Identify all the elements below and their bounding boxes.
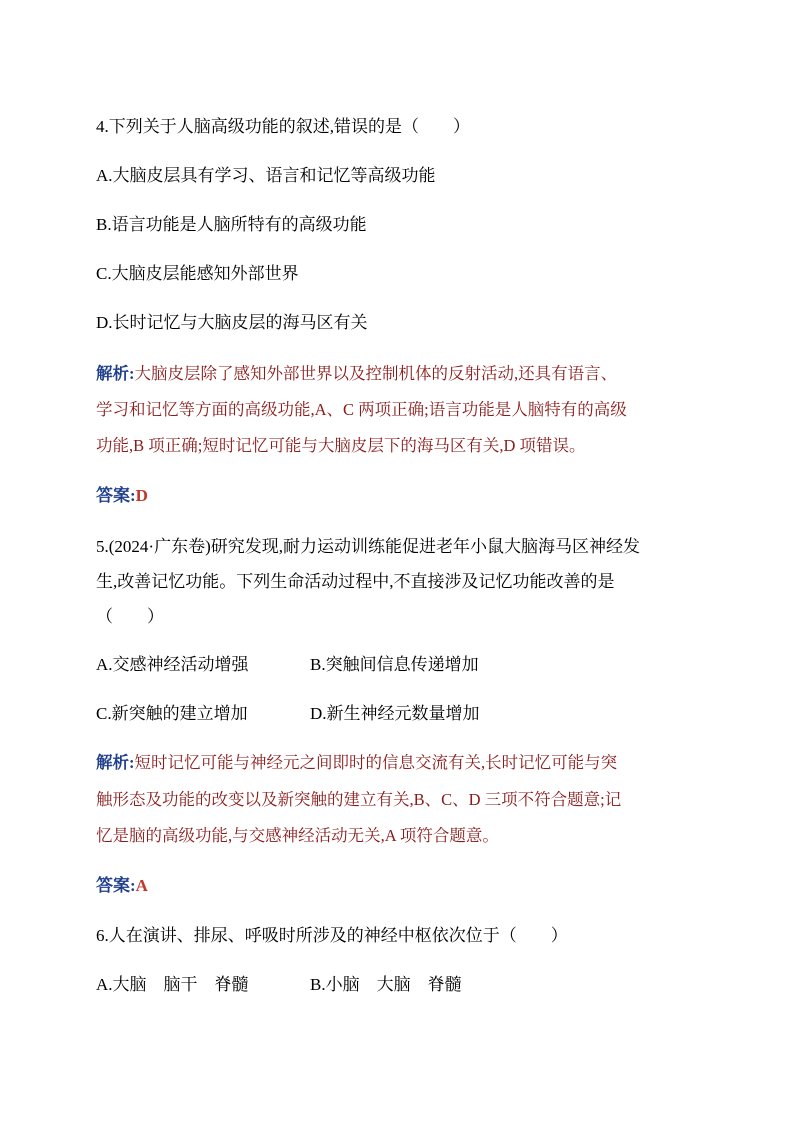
q5-answer-label: 答案: [96,876,136,895]
q5-analysis-line-2: 触形态及功能的改变以及新突触的建立有关,B、C、D 三项不符合题意;记 [96,790,622,809]
q5-option-a: A.交感神经活动增强 [96,655,249,674]
question-5-stem-line-2: 生,改善记忆功能。下列生命活动过程中,不直接涉及记忆功能改善的是 [96,572,615,591]
q4-answer-value: D [135,486,148,505]
q5-option-d: D.新生神经元数量增加 [310,704,480,723]
q4-analysis-label: 解析: [96,364,135,383]
q5-option-b: B.突触间信息传递增加 [310,655,479,674]
q4-option-c: C.大脑皮层能感知外部世界 [96,264,299,283]
q5-answer-value: A [135,876,148,895]
question-5-stem-line-1: 5.(2024·广东卷)研究发现,耐力运动训练能促进老年小鼠大脑海马区神经发 [96,537,640,556]
q5-analysis-label: 解析: [96,753,135,772]
q4-analysis-text-1: 大脑皮层除了感知外部世界以及控制机体的反射活动,还具有语言、 [134,364,618,383]
q5-analysis-line-1 [96,752,617,774]
q5-options-row-1 [96,654,479,676]
q5-analysis-line-3: 忆是脑的高级功能,与交感神经活动无关,A 项符合题意。 [96,826,499,845]
q4-analysis-line-2: 学习和记忆等方面的高级功能,A、C 两项正确;语言功能是人脑特有的高级 [96,400,627,419]
q5-analysis-text-1: 短时记忆可能与神经元之间即时的信息交流有关,长时记忆可能与突 [134,753,618,772]
q4-option-d: D.长时记忆与大脑皮层的海马区有关 [96,313,368,332]
q6-options-row-1 [96,974,462,996]
question-6-stem: 6.人在演讲、排尿、呼吸时所涉及的神经中枢依次位于（ ） [96,926,568,945]
q5-option-c: C.新突触的建立增加 [96,704,248,723]
q4-option-b: B.语言功能是人脑所特有的高级功能 [96,215,367,234]
q6-option-b: B.小脑 大脑 脊髓 [310,975,462,994]
q5-options-row-2 [96,703,480,725]
question-5-stem-line-3: （ ） [96,607,164,626]
q6-option-a: A.大脑 脑干 脊髓 [96,975,249,994]
q4-answer [96,485,148,507]
q5-answer [96,875,148,897]
q4-answer-label: 答案: [96,486,136,505]
q4-analysis-line-1 [96,363,617,385]
q4-option-a: A.大脑皮层具有学习、语言和记忆等高级功能 [96,166,436,185]
q4-analysis-line-3: 功能,B 项正确;短时记忆可能与大脑皮层下的海马区有关,D 项错误。 [96,436,586,455]
question-4-stem: 4.下列关于人脑高级功能的叙述,错误的是（ ） [96,117,470,136]
